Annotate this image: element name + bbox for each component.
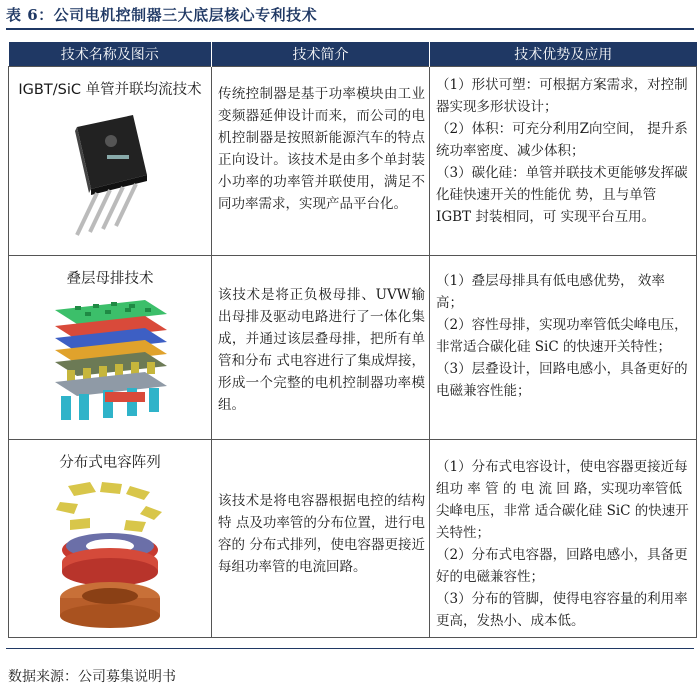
advantage-item: （3）分布的管脚，使得电容容量的利用率更高，发热小、成本低。 <box>436 591 688 629</box>
data-source-note: 数据来源：公司募集说明书 <box>8 669 176 685</box>
header-name-col: 技术名称及图示 <box>9 42 212 67</box>
advantage-item: （3）层叠设计，回路电感小，具备更好的电磁兼容性能； <box>436 361 688 399</box>
tech-intro: 该技术是将电容器根据电控的结构特 点及功率管的分布位置，进行电容的 分布式排列，使电容器更接近每组功率管的电流回路。 <box>218 493 425 575</box>
capacitor-array-image <box>50 480 170 630</box>
igbt-transistor-image <box>55 107 165 242</box>
tech-advantage-cell <box>430 440 697 638</box>
advantage-item: （2）分布式电容器，回路电感小，具备更好的电磁兼容性； <box>436 547 688 585</box>
header-advantage-col: 技术优势及应用 <box>430 42 697 67</box>
laminated-busbar-image <box>45 296 175 428</box>
patent-table <box>8 42 697 638</box>
title-divider <box>6 28 694 30</box>
table-row <box>9 256 697 440</box>
footer-divider <box>6 648 694 649</box>
tech-advantage-cell <box>430 67 697 256</box>
tech-intro-cell <box>212 440 430 638</box>
table-header-row <box>9 42 697 67</box>
advantage-item: （1）分布式电容设计，使电容器更接近每组功 率 管 的 电 流 回 路，实现功率管低尖峰电压，非常 适合碳化硅 SiC 的快速开关特性； <box>436 459 689 541</box>
advantage-item: （2）体积：可充分利用Z向空间， 提升系统功率密度、减少体积； <box>436 121 688 159</box>
header-intro-col: 技术简介 <box>212 42 430 67</box>
tech-name: 分布式电容阵列 <box>59 455 161 471</box>
tech-intro: 传统控制器是基于功率模块由工业变频器延伸设计而来，而公司的电机控制器是按照新能源汽车的特点正向设计。该技术是由多个单封装小功率的功率管并联使用，满足不同功率需求，实现产品平台化。 <box>218 86 425 212</box>
advantage-item: （1）叠层母排具有低电感优势， 效率高； <box>436 273 665 311</box>
table-row <box>9 440 697 638</box>
tech-advantage-cell <box>430 256 697 440</box>
tech-name: IGBT/SiC 单管并联均流技术 <box>18 82 202 98</box>
tech-name: 叠层母排技术 <box>66 271 154 287</box>
tech-intro-cell <box>212 67 430 256</box>
tech-name-cell <box>9 256 212 440</box>
tech-intro-cell <box>212 256 430 440</box>
advantage-item: （1）形状可塑：可根据方案需求，对控制器实现多形状设计； <box>436 77 688 115</box>
tech-name-cell <box>9 67 212 256</box>
advantage-item: （2）容性母排，实现功率管低尖峰电压，非常适合碳化硅 SiC 的快速开关特性； <box>436 317 688 355</box>
tech-intro: 该技术是将正负极母排、UVW输出母排及驱动电路进行了一体化集成，并通过该层叠母排，把所有单管和分布 式电容进行了集成焊接，形成一个完整的电机控制器功率模组。 <box>218 287 425 413</box>
tech-name-cell <box>9 440 212 638</box>
table-row <box>9 67 697 256</box>
table-title: 表 6：公司电机控制器三大底层核心专利技术 <box>6 6 318 24</box>
advantage-item: （3）碳化硅：单管并联技术更能够发挥碳化硅快速开关的性能优 势，且与单管 IGBT 封装相同，可 实现平台互用。 <box>436 165 688 225</box>
